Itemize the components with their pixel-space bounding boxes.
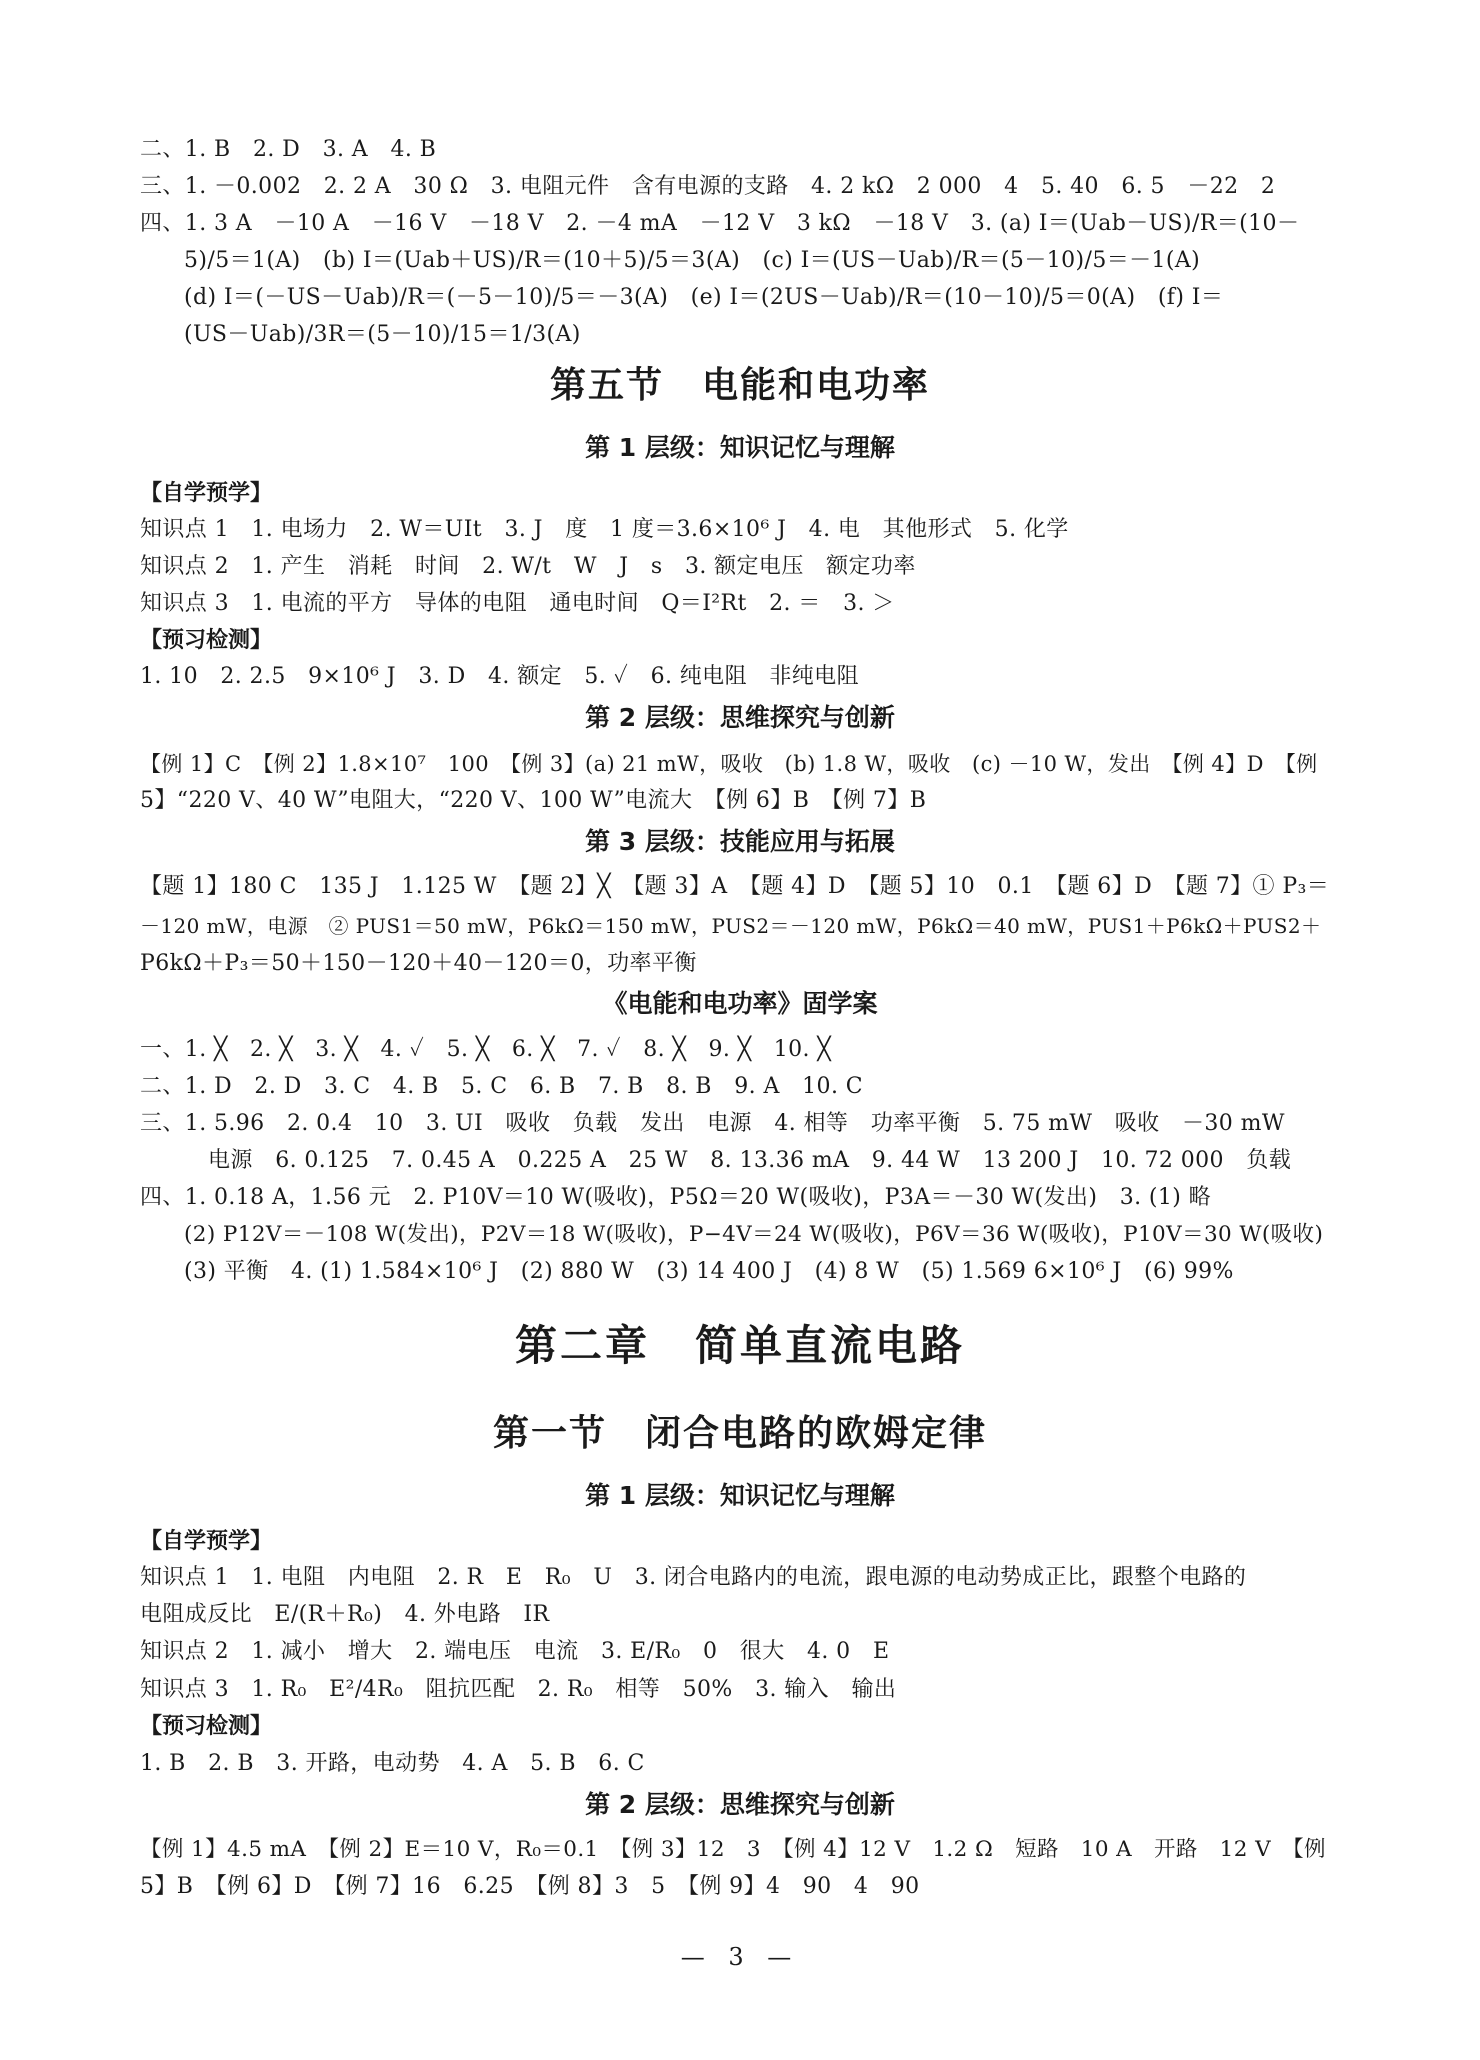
answer-line-4-cont1: 5)/5＝1(A) (b) I＝(Uab＋US)/R＝(10＋5)/5＝3(A) (c) I＝(US－Uab)/R＝(5－10)/5＝－1(A) bbox=[184, 248, 1201, 273]
consolidation-part-4-cont1: (2) P12V＝－108 W(发出)，P2V＝18 W(吸收)，P−4V＝24 W(吸收)，P6V＝36 W(吸收)，P10V＝30 W(吸收) bbox=[184, 1222, 1324, 1247]
answer-line-2: 二、1. B 2. D 3. A 4. B bbox=[140, 137, 437, 162]
answer-line-4: 四、1. 3 A －10 A －16 V －18 V 2. －4 mA －12 V 3 kΩ －18 V 3. (a) I＝(Uab－US)/R＝(10－ bbox=[140, 211, 1300, 236]
chapter-title: 第二章 简单直流电路 bbox=[514, 1321, 965, 1370]
level-3-heading: 第 3 层级：技能应用与拓展 bbox=[585, 827, 895, 856]
ch2-knowledge-point-2: 知识点 2 1. 减小 增大 2. 端电压 电流 3. E/R₀ 0 很大 4. 0 E bbox=[140, 1639, 890, 1664]
consolidation-part-3-cont: 电源 6. 0.125 7. 0.45 A 0.225 A 25 W 8. 13.36 mA 9. 44 W 13 200 J 10. 72 000 负载 bbox=[208, 1148, 1292, 1173]
preview-tag: 【自学预学】 bbox=[140, 481, 273, 506]
example-answers-2: 5】“220 V、40 W”电阻大，“220 V、100 W”电流大 【例 6】B 【例 7】B bbox=[140, 788, 927, 813]
question-answers-3: P6kΩ＋P₃＝50＋150－120＋40－120＝0，功率平衡 bbox=[140, 951, 697, 976]
answer-line-3: 三、1. －0.002 2. 2 A 30 Ω 3. 电阻元件 含有电源的支路 4. 2 kΩ 2 000 4 5. 40 6. 5 －22 2 bbox=[140, 174, 1276, 199]
level-1-heading: 第 1 层级：知识记忆与理解 bbox=[585, 433, 895, 462]
section-title: 第五节 电能和电功率 bbox=[549, 365, 930, 406]
answer-line-4-cont3: (US－Uab)/3R＝(5－10)/15＝1/3(A) bbox=[184, 322, 581, 347]
ch2-preview-check-tag: 【预习检测】 bbox=[140, 1714, 273, 1739]
ch2-example-answers-2: 5】B 【例 6】D 【例 7】16 6.25 【例 8】3 5 【例 9】4 90 4 90 bbox=[140, 1874, 920, 1899]
level-2-heading: 第 2 层级：思维探究与创新 bbox=[585, 703, 895, 732]
ch2-level-2-heading: 第 2 层级：思维探究与创新 bbox=[585, 1790, 895, 1819]
chapter-section-title: 第一节 闭合电路的欧姆定律 bbox=[492, 1413, 987, 1454]
consolidation-title: 《电能和电功率》固学案 bbox=[602, 989, 878, 1018]
preview-check-answers: 1. 10 2. 2.5 9×10⁶ J 3. D 4. 额定 5. ✓ 6. 纯电阻 非纯电阻 bbox=[140, 664, 859, 689]
consolidation-part-2: 二、1. D 2. D 3. C 4. B 5. C 6. B 7. B 8. B 9. A 10. C bbox=[140, 1074, 863, 1099]
question-answers-2: －120 mW，电源 ② PUS1＝50 mW，P6kΩ＝150 mW，PUS2＝－120 mW，P6kΩ＝40 mW，PUS1＋P6kΩ＋PUS2＋ bbox=[140, 914, 1322, 938]
preview-check-tag: 【预习检测】 bbox=[140, 628, 273, 653]
question-answers-1: 【题 1】180 C 135 J 1.125 W 【题 2】╳ 【题 3】A 【题 4】D 【题 5】10 0.1 【题 6】D 【题 7】① P₃＝ bbox=[140, 874, 1330, 899]
answer-line-4-cont2: (d) I＝(－US－Uab)/R＝(－5－10)/5＝－3(A) (e) I＝(2US－Uab)/R＝(10－10)/5＝0(A) (f) I＝ bbox=[184, 285, 1224, 310]
knowledge-point-1: 知识点 1 1. 电场力 2. W＝UIt 3. J 度 1 度＝3.6×10⁶ J 4. 电 其他形式 5. 化学 bbox=[140, 517, 1069, 542]
consolidation-part-3: 三、1. 5.96 2. 0.4 10 3. UI 吸收 负载 发出 电源 4. 相等 功率平衡 5. 75 mW 吸收 －30 mW bbox=[140, 1111, 1285, 1136]
consolidation-part-4: 四、1. 0.18 A，1.56 元 2. P10V＝10 W(吸收)，P5Ω＝20 W(吸收)，P3A＝－30 W(发出) 3. (1) 略 bbox=[140, 1185, 1212, 1210]
example-answers-1: 【例 1】C 【例 2】1.8×10⁷ 100 【例 3】(a) 21 mW，吸收 (b) 1.8 W，吸收 (c) －10 W，发出 【例 4】D 【例 bbox=[140, 752, 1318, 776]
page-number: — 3 — bbox=[680, 1943, 800, 1971]
knowledge-point-3: 知识点 3 1. 电流的平方 导体的电阻 通电时间 Q＝I²Rt 2. ＝ 3. ＞ bbox=[140, 591, 895, 616]
knowledge-point-2: 知识点 2 1. 产生 消耗 时间 2. W/t W J s 3. 额定电压 额定功率 bbox=[140, 554, 916, 579]
ch2-preview-tag: 【自学预学】 bbox=[140, 1529, 273, 1554]
ch2-preview-check-answers: 1. B 2. B 3. 开路，电动势 4. A 5. B 6. C bbox=[140, 1751, 645, 1776]
consolidation-part-4-cont2: (3) 平衡 4. (1) 1.584×10⁶ J (2) 880 W (3) 14 400 J (4) 8 W (5) 1.569 6×10⁶ J (6) 99% bbox=[184, 1259, 1234, 1284]
ch2-example-answers-1: 【例 1】4.5 mA 【例 2】E＝10 V，R₀＝0.1 【例 3】12 3 【例 4】12 V 1.2 Ω 短路 10 A 开路 12 V 【例 bbox=[140, 1837, 1326, 1862]
ch2-level-1-heading: 第 1 层级：知识记忆与理解 bbox=[585, 1481, 895, 1510]
consolidation-part-1: 一、1. ╳ 2. ╳ 3. ╳ 4. ✓ 5. ╳ 6. ╳ 7. ✓ 8. ╳ 9. ╳ 10. ╳ bbox=[140, 1037, 831, 1062]
ch2-knowledge-point-1: 知识点 1 1. 电阻 内电阻 2. R E R₀ U 3. 闭合电路内的电流，跟电源的电动势成正比，跟整个电路的 bbox=[140, 1565, 1247, 1590]
ch2-knowledge-point-1-cont: 电阻成反比 E/(R＋R₀) 4. 外电路 IR bbox=[140, 1602, 550, 1627]
ch2-knowledge-point-3: 知识点 3 1. R₀ E²/4R₀ 阻抗匹配 2. R₀ 相等 50% 3. 输入 输出 bbox=[140, 1677, 897, 1702]
